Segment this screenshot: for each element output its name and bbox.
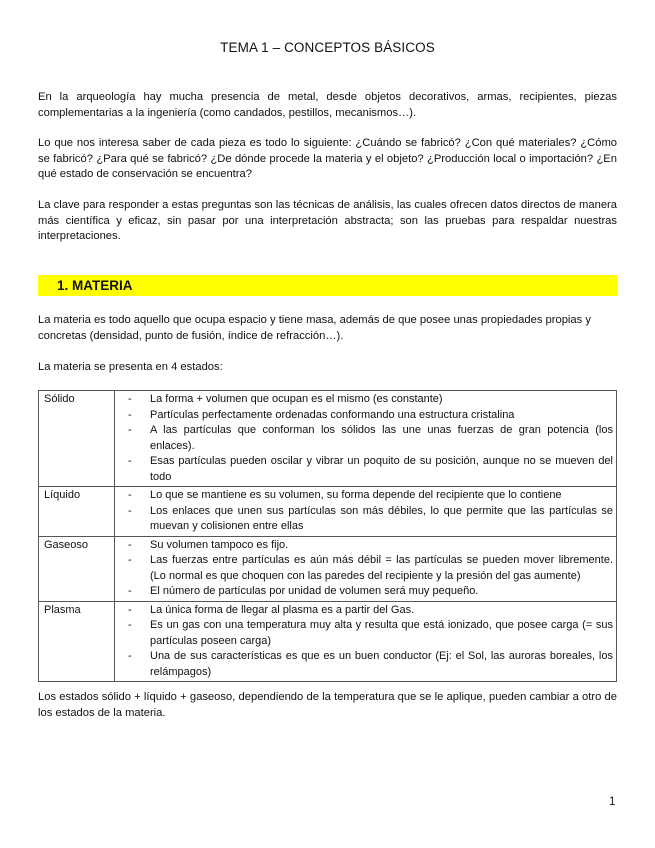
list-item <box>120 454 613 485</box>
section-heading: 1. MATERIA <box>57 278 133 293</box>
table-row-gas <box>39 536 617 601</box>
bullet-marker: - <box>128 554 132 566</box>
list-item <box>120 504 613 535</box>
bullet-marker: - <box>128 489 132 501</box>
intro-paragraph-3: La clave para responder a estas preguntas son las técnicas de análisis, las cuales ofrecen datos directos de manera más científica y eficaz, sin pasar por una interpretación abstracta; son las pruebas para respaldar nuestras interpretaciones. <box>38 199 617 242</box>
list-item-text: El número de partículas por unidad de volumen será muy pequeño. <box>150 585 479 597</box>
bullet-marker: - <box>128 585 132 597</box>
list-item <box>120 538 613 554</box>
list-item-text: A las partículas que conforman los sólidos las une unas fuerzas de gran potencia (los enlaces). <box>150 424 613 452</box>
state-name: Plasma <box>39 601 115 682</box>
list-item-text: Es un gas con una temperatura muy alta y resulta que está ionizado, que posee carga (= sus partículas poseen carga) <box>150 619 613 647</box>
list-item <box>120 488 613 504</box>
table-row-plasma <box>39 601 617 682</box>
page-title: TEMA 1 – CONCEPTOS BÁSICOS <box>220 40 435 55</box>
list-item <box>120 603 613 619</box>
materia-definition: La materia es todo aquello que ocupa espacio y tiene masa, además de que posee unas propiedades propias y concretas (densidad, punto de fusión, índice de refracción…). <box>38 314 591 342</box>
list-item <box>120 392 613 408</box>
state-points <box>115 391 617 487</box>
list-item <box>120 618 613 649</box>
state-name: Líquido <box>39 487 115 537</box>
bullet-marker: - <box>128 538 132 551</box>
table-row-liquid <box>39 487 617 537</box>
list-item <box>120 584 613 600</box>
state-points <box>115 536 617 601</box>
state-points <box>115 487 617 537</box>
bullet-marker: - <box>128 619 132 631</box>
state-points <box>115 601 617 682</box>
bullet-marker: - <box>128 603 132 616</box>
table-row-solid <box>39 391 617 487</box>
state-name: Gaseoso <box>39 536 115 601</box>
closing-paragraph: Los estados sólido + líquido + gaseoso, dependiendo de la temperatura que se le aplique, pueden cambiar a otro de los estados de la materia. <box>38 691 617 719</box>
bullet-marker: - <box>128 408 132 421</box>
intro-paragraph-1: En la arqueología hay mucha presencia de metal, desde objetos decorativos, armas, recipientes, piezas complementarias a la ingeniería (como candados, pestillos, mecanismos…). <box>38 91 617 119</box>
list-item-text: Lo que se mantiene es su volumen, su forma depende del recipiente que lo contiene <box>150 489 562 501</box>
list-item <box>120 408 613 424</box>
intro-paragraph-2: Lo que nos interesa saber de cada pieza es todo lo siguiente: ¿Cuándo se fabricó? ¿Con qué materiales? ¿Cómo se fabricó? ¿Para qué se fabricó? ¿De dónde procede la materia y el objeto? ¿Producción local o importación? ¿En qué estado de conservación se encuentra? <box>38 137 617 180</box>
list-item-text: La única forma de llegar al plasma es a partir del Gas. <box>150 603 415 616</box>
list-item-text: Una de sus características es que es un buen conductor (Ej: el Sol, las auroras boreales, los relámpagos) <box>150 650 613 678</box>
bullet-marker: - <box>128 455 132 467</box>
states-table <box>38 390 617 682</box>
bullet-marker: - <box>128 504 132 517</box>
bullet-marker: - <box>128 393 132 405</box>
list-item-text: Los enlaces que unen sus partículas son más débiles, lo que permite que las partículas se muevan y colisionen entre ellas <box>150 504 613 532</box>
state-name: Sólido <box>39 391 115 487</box>
list-item-text: Esas partículas pueden oscilar y vibrar un poquito de su posición, aunque no se mueven del todo <box>150 455 613 483</box>
list-item <box>120 649 613 680</box>
list-item-text: Partículas perfectamente ordenadas conformando una estructura cristalina <box>150 408 515 421</box>
list-item <box>120 423 613 454</box>
page-number: 1 <box>609 796 616 808</box>
list-item-text: Las fuerzas entre partículas es aún más débil = las partículas se pueden mover libremente. (Lo normal es que choquen con las paredes del recipiente y la presión del gas aumente) <box>150 554 613 582</box>
states-intro: La materia se presenta en 4 estados: <box>38 361 223 373</box>
list-item-text: La forma + volumen que ocupan es el mismo (es constante) <box>150 393 443 405</box>
list-item <box>120 553 613 584</box>
bullet-marker: - <box>128 424 132 436</box>
list-item-text: Su volumen tampoco es fijo. <box>150 538 289 551</box>
bullet-marker: - <box>128 650 132 662</box>
